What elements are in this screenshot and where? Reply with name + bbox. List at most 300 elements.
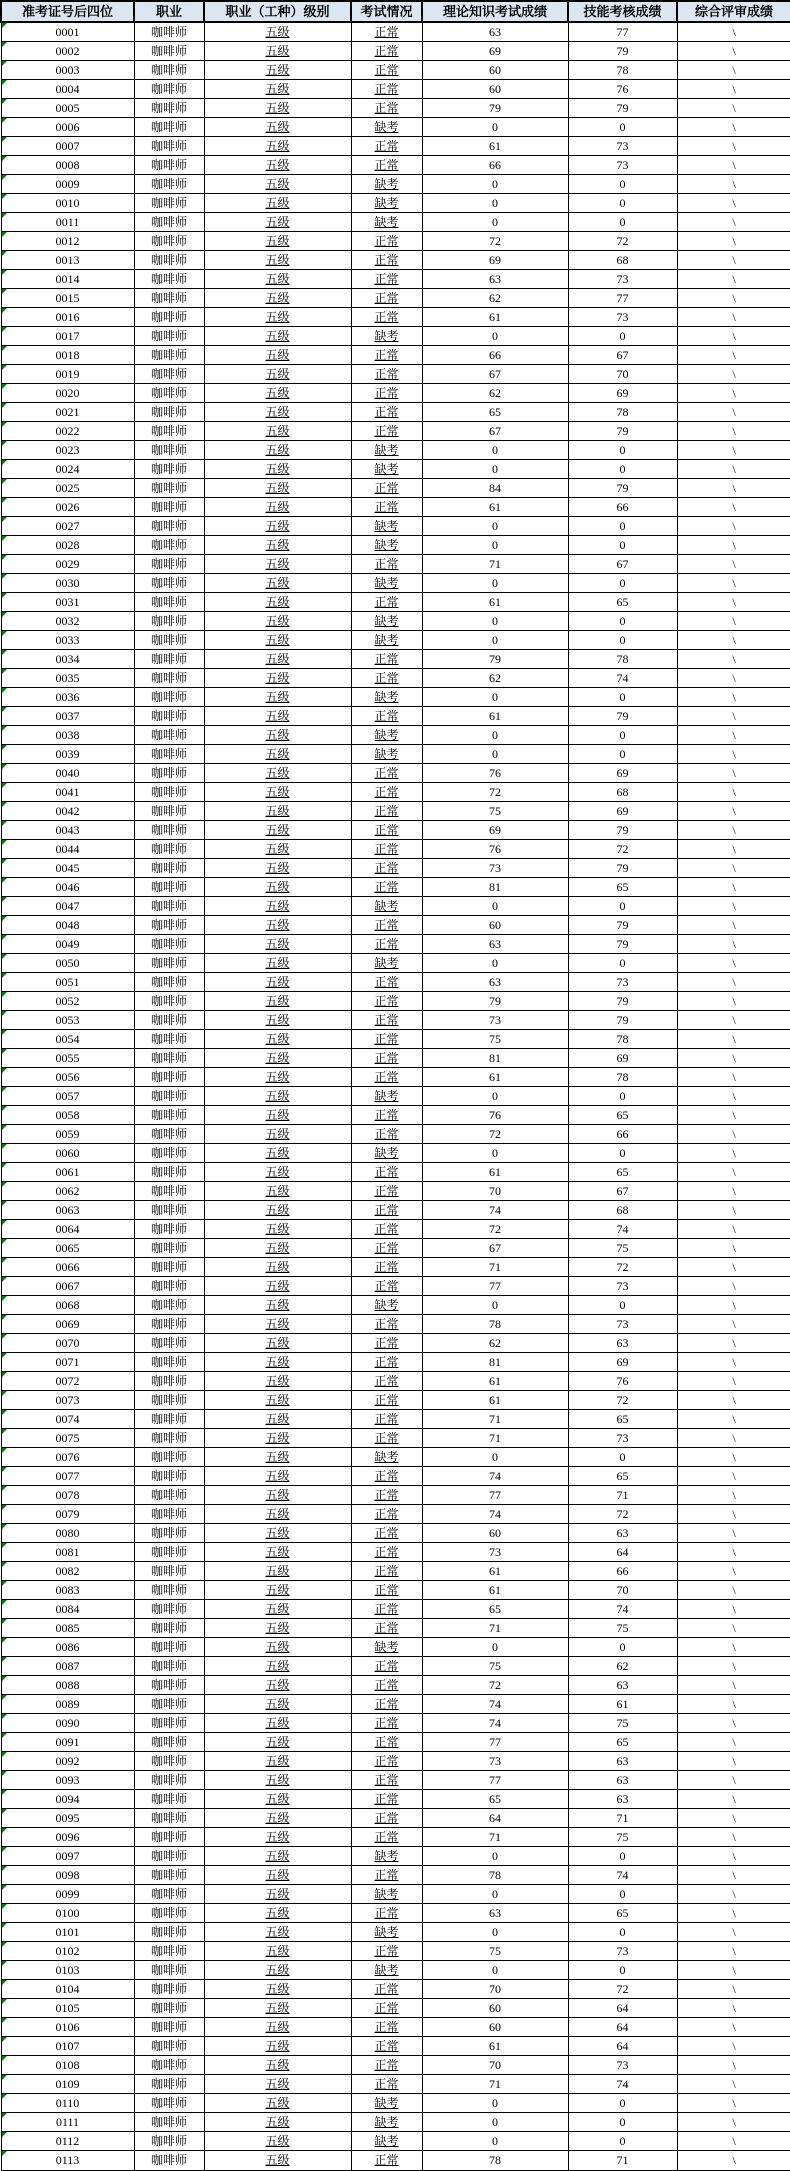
skill-score-cell[interactable]: 65: [568, 1162, 677, 1181]
occupation-cell[interactable]: 咖啡师: [134, 1124, 204, 1143]
exam-status-cell[interactable]: 缺考: [351, 953, 422, 972]
level-cell[interactable]: 五级: [204, 212, 351, 231]
admission-id-cell[interactable]: 0095: [1, 1808, 134, 1827]
theory-score-cell[interactable]: 71: [422, 1428, 568, 1447]
skill-score-cell[interactable]: 65: [568, 592, 677, 611]
review-score-cell[interactable]: \: [677, 1713, 790, 1732]
level-cell[interactable]: 五级: [204, 1580, 351, 1599]
admission-id-cell[interactable]: 0093: [1, 1770, 134, 1789]
theory-score-cell[interactable]: 75: [422, 801, 568, 820]
occupation-cell[interactable]: 咖啡师: [134, 1067, 204, 1086]
level-cell[interactable]: 五级: [204, 459, 351, 478]
skill-score-cell[interactable]: 0: [568, 440, 677, 459]
theory-score-cell[interactable]: 0: [422, 1143, 568, 1162]
skill-score-cell[interactable]: 79: [568, 934, 677, 953]
skill-score-cell[interactable]: 78: [568, 1029, 677, 1048]
theory-score-cell[interactable]: 60: [422, 2017, 568, 2036]
occupation-cell[interactable]: 咖啡师: [134, 60, 204, 79]
skill-score-cell[interactable]: 72: [568, 231, 677, 250]
theory-score-cell[interactable]: 0: [422, 953, 568, 972]
review-score-cell[interactable]: \: [677, 1029, 790, 1048]
level-cell[interactable]: 五级: [204, 1352, 351, 1371]
skill-score-cell[interactable]: 72: [568, 1979, 677, 1998]
theory-score-cell[interactable]: 71: [422, 2074, 568, 2093]
theory-score-cell[interactable]: 74: [422, 1694, 568, 1713]
admission-id-cell[interactable]: 0066: [1, 1257, 134, 1276]
level-cell[interactable]: 五级: [204, 231, 351, 250]
exam-status-cell[interactable]: 正常: [351, 2150, 422, 2171]
review-score-cell[interactable]: \: [677, 459, 790, 478]
exam-status-cell[interactable]: 缺考: [351, 1086, 422, 1105]
admission-id-cell[interactable]: 0057: [1, 1086, 134, 1105]
level-cell[interactable]: 五级: [204, 193, 351, 212]
level-cell[interactable]: 五级: [204, 307, 351, 326]
exam-status-cell[interactable]: 正常: [351, 1010, 422, 1029]
level-cell[interactable]: 五级: [204, 402, 351, 421]
admission-id-cell[interactable]: 0035: [1, 668, 134, 687]
level-cell[interactable]: 五级: [204, 2112, 351, 2131]
occupation-cell[interactable]: 咖啡师: [134, 725, 204, 744]
occupation-cell[interactable]: 咖啡师: [134, 1618, 204, 1637]
occupation-cell[interactable]: 咖啡师: [134, 1561, 204, 1580]
review-score-cell[interactable]: \: [677, 41, 790, 60]
exam-status-cell[interactable]: 正常: [351, 2036, 422, 2055]
occupation-cell[interactable]: 咖啡师: [134, 117, 204, 136]
level-cell[interactable]: 五级: [204, 174, 351, 193]
level-cell[interactable]: 五级: [204, 972, 351, 991]
theory-score-cell[interactable]: 72: [422, 1219, 568, 1238]
level-cell[interactable]: 五级: [204, 763, 351, 782]
review-score-cell[interactable]: \: [677, 1846, 790, 1865]
admission-id-cell[interactable]: 0021: [1, 402, 134, 421]
theory-score-cell[interactable]: 71: [422, 1409, 568, 1428]
exam-status-cell[interactable]: 正常: [351, 1257, 422, 1276]
occupation-cell[interactable]: 咖啡师: [134, 1504, 204, 1523]
level-cell[interactable]: 五级: [204, 1485, 351, 1504]
review-score-cell[interactable]: \: [677, 1675, 790, 1694]
occupation-cell[interactable]: 咖啡师: [134, 193, 204, 212]
skill-score-cell[interactable]: 0: [568, 1846, 677, 1865]
exam-status-cell[interactable]: 正常: [351, 820, 422, 839]
theory-score-cell[interactable]: 81: [422, 1048, 568, 1067]
exam-status-cell[interactable]: 正常: [351, 79, 422, 98]
admission-id-cell[interactable]: 0038: [1, 725, 134, 744]
review-score-cell[interactable]: \: [677, 1599, 790, 1618]
skill-score-cell[interactable]: 63: [568, 1523, 677, 1542]
level-cell[interactable]: 五级: [204, 1105, 351, 1124]
skill-score-cell[interactable]: 0: [568, 2093, 677, 2112]
admission-id-cell[interactable]: 0101: [1, 1922, 134, 1941]
review-score-cell[interactable]: \: [677, 231, 790, 250]
review-score-cell[interactable]: \: [677, 535, 790, 554]
skill-score-cell[interactable]: 72: [568, 1257, 677, 1276]
occupation-cell[interactable]: 咖啡师: [134, 307, 204, 326]
occupation-cell[interactable]: 咖啡师: [134, 478, 204, 497]
exam-status-cell[interactable]: 缺考: [351, 1143, 422, 1162]
review-score-cell[interactable]: \: [677, 516, 790, 535]
exam-status-cell[interactable]: 正常: [351, 1827, 422, 1846]
theory-score-cell[interactable]: 74: [422, 1200, 568, 1219]
admission-id-cell[interactable]: 0048: [1, 915, 134, 934]
admission-id-cell[interactable]: 0008: [1, 155, 134, 174]
admission-id-cell[interactable]: 0064: [1, 1219, 134, 1238]
review-score-cell[interactable]: \: [677, 1105, 790, 1124]
admission-id-cell[interactable]: 0010: [1, 193, 134, 212]
theory-score-cell[interactable]: 61: [422, 592, 568, 611]
theory-score-cell[interactable]: 72: [422, 1124, 568, 1143]
theory-score-cell[interactable]: 75: [422, 1029, 568, 1048]
review-score-cell[interactable]: \: [677, 668, 790, 687]
theory-score-cell[interactable]: 73: [422, 858, 568, 877]
occupation-cell[interactable]: 咖啡师: [134, 896, 204, 915]
theory-score-cell[interactable]: 67: [422, 364, 568, 383]
theory-score-cell[interactable]: 0: [422, 516, 568, 535]
exam-status-cell[interactable]: 缺考: [351, 1960, 422, 1979]
admission-id-cell[interactable]: 0061: [1, 1162, 134, 1181]
theory-score-cell[interactable]: 75: [422, 1656, 568, 1675]
theory-score-cell[interactable]: 77: [422, 1732, 568, 1751]
exam-status-cell[interactable]: 正常: [351, 250, 422, 269]
level-cell[interactable]: 五级: [204, 839, 351, 858]
occupation-cell[interactable]: 咖啡师: [134, 1010, 204, 1029]
skill-score-cell[interactable]: 73: [568, 307, 677, 326]
skill-score-cell[interactable]: 69: [568, 763, 677, 782]
review-score-cell[interactable]: \: [677, 1466, 790, 1485]
exam-status-cell[interactable]: 正常: [351, 1618, 422, 1637]
exam-status-cell[interactable]: 正常: [351, 1675, 422, 1694]
level-cell[interactable]: 五级: [204, 1124, 351, 1143]
theory-score-cell[interactable]: 0: [422, 1637, 568, 1656]
review-score-cell[interactable]: \: [677, 2017, 790, 2036]
occupation-cell[interactable]: 咖啡师: [134, 934, 204, 953]
skill-score-cell[interactable]: 77: [568, 288, 677, 307]
review-score-cell[interactable]: \: [677, 1295, 790, 1314]
exam-status-cell[interactable]: 正常: [351, 364, 422, 383]
occupation-cell[interactable]: 咖啡师: [134, 554, 204, 573]
theory-score-cell[interactable]: 76: [422, 839, 568, 858]
occupation-cell[interactable]: 咖啡师: [134, 1447, 204, 1466]
occupation-cell[interactable]: 咖啡师: [134, 972, 204, 991]
level-cell[interactable]: 五级: [204, 1713, 351, 1732]
occupation-cell[interactable]: 咖啡师: [134, 1086, 204, 1105]
skill-score-cell[interactable]: 73: [568, 1941, 677, 1960]
exam-status-cell[interactable]: 正常: [351, 801, 422, 820]
admission-id-cell[interactable]: 0088: [1, 1675, 134, 1694]
admission-id-cell[interactable]: 0074: [1, 1409, 134, 1428]
theory-score-cell[interactable]: 76: [422, 763, 568, 782]
occupation-cell[interactable]: 咖啡师: [134, 1884, 204, 1903]
review-score-cell[interactable]: \: [677, 1523, 790, 1542]
exam-status-cell[interactable]: 缺考: [351, 212, 422, 231]
review-score-cell[interactable]: \: [677, 1865, 790, 1884]
col-header-level[interactable]: 职业（工种）级别: [204, 1, 351, 22]
level-cell[interactable]: 五级: [204, 1770, 351, 1789]
level-cell[interactable]: 五级: [204, 2017, 351, 2036]
admission-id-cell[interactable]: 0113: [1, 2150, 134, 2171]
level-cell[interactable]: 五级: [204, 744, 351, 763]
level-cell[interactable]: 五级: [204, 497, 351, 516]
occupation-cell[interactable]: 咖啡师: [134, 402, 204, 421]
skill-score-cell[interactable]: 73: [568, 1276, 677, 1295]
review-score-cell[interactable]: \: [677, 1124, 790, 1143]
review-score-cell[interactable]: \: [677, 1010, 790, 1029]
admission-id-cell[interactable]: 0103: [1, 1960, 134, 1979]
occupation-cell[interactable]: 咖啡师: [134, 1162, 204, 1181]
level-cell[interactable]: 五级: [204, 98, 351, 117]
exam-status-cell[interactable]: 正常: [351, 1390, 422, 1409]
level-cell[interactable]: 五级: [204, 1447, 351, 1466]
theory-score-cell[interactable]: 0: [422, 459, 568, 478]
admission-id-cell[interactable]: 0022: [1, 421, 134, 440]
theory-score-cell[interactable]: 78: [422, 1314, 568, 1333]
exam-status-cell[interactable]: 正常: [351, 1770, 422, 1789]
skill-score-cell[interactable]: 75: [568, 1713, 677, 1732]
exam-status-cell[interactable]: 正常: [351, 1029, 422, 1048]
review-score-cell[interactable]: \: [677, 1884, 790, 1903]
review-score-cell[interactable]: \: [677, 364, 790, 383]
occupation-cell[interactable]: 咖啡师: [134, 1200, 204, 1219]
occupation-cell[interactable]: 咖啡师: [134, 1865, 204, 1884]
exam-status-cell[interactable]: 正常: [351, 1523, 422, 1542]
review-score-cell[interactable]: \: [677, 763, 790, 782]
skill-score-cell[interactable]: 73: [568, 269, 677, 288]
exam-status-cell[interactable]: 缺考: [351, 2131, 422, 2150]
review-score-cell[interactable]: \: [677, 1789, 790, 1808]
level-cell[interactable]: 五级: [204, 250, 351, 269]
occupation-cell[interactable]: 咖啡师: [134, 763, 204, 782]
admission-id-cell[interactable]: 0001: [1, 22, 134, 41]
occupation-cell[interactable]: 咖啡师: [134, 2055, 204, 2074]
occupation-cell[interactable]: 咖啡师: [134, 1333, 204, 1352]
review-score-cell[interactable]: \: [677, 554, 790, 573]
occupation-cell[interactable]: 咖啡师: [134, 1656, 204, 1675]
review-score-cell[interactable]: \: [677, 1637, 790, 1656]
skill-score-cell[interactable]: 64: [568, 1542, 677, 1561]
theory-score-cell[interactable]: 74: [422, 1504, 568, 1523]
review-score-cell[interactable]: \: [677, 858, 790, 877]
theory-score-cell[interactable]: 0: [422, 630, 568, 649]
skill-score-cell[interactable]: 69: [568, 801, 677, 820]
admission-id-cell[interactable]: 0086: [1, 1637, 134, 1656]
review-score-cell[interactable]: \: [677, 706, 790, 725]
exam-status-cell[interactable]: 正常: [351, 839, 422, 858]
level-cell[interactable]: 五级: [204, 1599, 351, 1618]
review-score-cell[interactable]: \: [677, 1162, 790, 1181]
exam-status-cell[interactable]: 正常: [351, 2017, 422, 2036]
review-score-cell[interactable]: \: [677, 478, 790, 497]
exam-status-cell[interactable]: 正常: [351, 1561, 422, 1580]
review-score-cell[interactable]: \: [677, 877, 790, 896]
exam-status-cell[interactable]: 正常: [351, 1314, 422, 1333]
admission-id-cell[interactable]: 0016: [1, 307, 134, 326]
exam-status-cell[interactable]: 正常: [351, 1599, 422, 1618]
skill-score-cell[interactable]: 0: [568, 1884, 677, 1903]
level-cell[interactable]: 五级: [204, 896, 351, 915]
review-score-cell[interactable]: \: [677, 687, 790, 706]
exam-status-cell[interactable]: 正常: [351, 98, 422, 117]
skill-score-cell[interactable]: 67: [568, 345, 677, 364]
review-score-cell[interactable]: \: [677, 326, 790, 345]
level-cell[interactable]: 五级: [204, 2074, 351, 2093]
occupation-cell[interactable]: 咖啡师: [134, 915, 204, 934]
skill-score-cell[interactable]: 70: [568, 1580, 677, 1599]
theory-score-cell[interactable]: 61: [422, 1371, 568, 1390]
exam-status-cell[interactable]: 缺考: [351, 1884, 422, 1903]
skill-score-cell[interactable]: 66: [568, 1124, 677, 1143]
exam-status-cell[interactable]: 正常: [351, 1219, 422, 1238]
level-cell[interactable]: 五级: [204, 1295, 351, 1314]
review-score-cell[interactable]: \: [677, 953, 790, 972]
level-cell[interactable]: 五级: [204, 668, 351, 687]
exam-status-cell[interactable]: 正常: [351, 2055, 422, 2074]
exam-status-cell[interactable]: 正常: [351, 345, 422, 364]
skill-score-cell[interactable]: 0: [568, 896, 677, 915]
level-cell[interactable]: 五级: [204, 1523, 351, 1542]
review-score-cell[interactable]: \: [677, 345, 790, 364]
exam-status-cell[interactable]: 正常: [351, 1485, 422, 1504]
admission-id-cell[interactable]: 0024: [1, 459, 134, 478]
exam-status-cell[interactable]: 缺考: [351, 573, 422, 592]
occupation-cell[interactable]: 咖啡师: [134, 497, 204, 516]
review-score-cell[interactable]: \: [677, 1143, 790, 1162]
exam-status-cell[interactable]: 正常: [351, 1979, 422, 1998]
exam-status-cell[interactable]: 缺考: [351, 896, 422, 915]
theory-score-cell[interactable]: 70: [422, 1979, 568, 1998]
occupation-cell[interactable]: 咖啡师: [134, 1390, 204, 1409]
theory-score-cell[interactable]: 65: [422, 1599, 568, 1618]
exam-status-cell[interactable]: 正常: [351, 1276, 422, 1295]
review-score-cell[interactable]: \: [677, 117, 790, 136]
exam-status-cell[interactable]: 正常: [351, 991, 422, 1010]
occupation-cell[interactable]: 咖啡师: [134, 2131, 204, 2150]
skill-score-cell[interactable]: 74: [568, 1599, 677, 1618]
review-score-cell[interactable]: \: [677, 1276, 790, 1295]
admission-id-cell[interactable]: 0031: [1, 592, 134, 611]
admission-id-cell[interactable]: 0106: [1, 2017, 134, 2036]
admission-id-cell[interactable]: 0026: [1, 497, 134, 516]
review-score-cell[interactable]: \: [677, 1808, 790, 1827]
level-cell[interactable]: 五级: [204, 41, 351, 60]
exam-status-cell[interactable]: 正常: [351, 1789, 422, 1808]
level-cell[interactable]: 五级: [204, 611, 351, 630]
admission-id-cell[interactable]: 0042: [1, 801, 134, 820]
occupation-cell[interactable]: 咖啡师: [134, 1808, 204, 1827]
exam-status-cell[interactable]: 正常: [351, 1409, 422, 1428]
exam-status-cell[interactable]: 正常: [351, 155, 422, 174]
skill-score-cell[interactable]: 0: [568, 687, 677, 706]
review-score-cell[interactable]: \: [677, 1979, 790, 1998]
skill-score-cell[interactable]: 68: [568, 782, 677, 801]
skill-score-cell[interactable]: 74: [568, 668, 677, 687]
occupation-cell[interactable]: 咖啡师: [134, 1827, 204, 1846]
theory-score-cell[interactable]: 81: [422, 1352, 568, 1371]
theory-score-cell[interactable]: 66: [422, 345, 568, 364]
occupation-cell[interactable]: 咖啡师: [134, 592, 204, 611]
occupation-cell[interactable]: 咖啡师: [134, 1998, 204, 2017]
theory-score-cell[interactable]: 78: [422, 1865, 568, 1884]
occupation-cell[interactable]: 咖啡师: [134, 991, 204, 1010]
theory-score-cell[interactable]: 60: [422, 60, 568, 79]
skill-score-cell[interactable]: 0: [568, 1637, 677, 1656]
skill-score-cell[interactable]: 73: [568, 136, 677, 155]
occupation-cell[interactable]: 咖啡师: [134, 744, 204, 763]
admission-id-cell[interactable]: 0043: [1, 820, 134, 839]
theory-score-cell[interactable]: 72: [422, 782, 568, 801]
review-score-cell[interactable]: \: [677, 2131, 790, 2150]
level-cell[interactable]: 五级: [204, 383, 351, 402]
skill-score-cell[interactable]: 65: [568, 877, 677, 896]
review-score-cell[interactable]: \: [677, 915, 790, 934]
review-score-cell[interactable]: \: [677, 991, 790, 1010]
level-cell[interactable]: 五级: [204, 1238, 351, 1257]
theory-score-cell[interactable]: 67: [422, 1238, 568, 1257]
level-cell[interactable]: 五级: [204, 136, 351, 155]
theory-score-cell[interactable]: 65: [422, 1789, 568, 1808]
occupation-cell[interactable]: 咖啡师: [134, 1276, 204, 1295]
skill-score-cell[interactable]: 0: [568, 1447, 677, 1466]
occupation-cell[interactable]: 咖啡师: [134, 41, 204, 60]
level-cell[interactable]: 五级: [204, 1865, 351, 1884]
review-score-cell[interactable]: \: [677, 782, 790, 801]
skill-score-cell[interactable]: 65: [568, 1903, 677, 1922]
level-cell[interactable]: 五级: [204, 1656, 351, 1675]
admission-id-cell[interactable]: 0112: [1, 2131, 134, 2150]
theory-score-cell[interactable]: 62: [422, 383, 568, 402]
skill-score-cell[interactable]: 73: [568, 155, 677, 174]
review-score-cell[interactable]: \: [677, 1732, 790, 1751]
admission-id-cell[interactable]: 0040: [1, 763, 134, 782]
admission-id-cell[interactable]: 0102: [1, 1941, 134, 1960]
col-header-theory-score[interactable]: 理论知识考试成绩: [422, 1, 568, 22]
occupation-cell[interactable]: 咖啡师: [134, 1105, 204, 1124]
skill-score-cell[interactable]: 64: [568, 1998, 677, 2017]
review-score-cell[interactable]: \: [677, 820, 790, 839]
admission-id-cell[interactable]: 0068: [1, 1295, 134, 1314]
skill-score-cell[interactable]: 0: [568, 2112, 677, 2131]
admission-id-cell[interactable]: 0097: [1, 1846, 134, 1865]
occupation-cell[interactable]: 咖啡师: [134, 1846, 204, 1865]
occupation-cell[interactable]: 咖啡师: [134, 1789, 204, 1808]
admission-id-cell[interactable]: 0045: [1, 858, 134, 877]
admission-id-cell[interactable]: 0006: [1, 117, 134, 136]
skill-score-cell[interactable]: 0: [568, 1143, 677, 1162]
theory-score-cell[interactable]: 0: [422, 535, 568, 554]
skill-score-cell[interactable]: 61: [568, 1694, 677, 1713]
level-cell[interactable]: 五级: [204, 288, 351, 307]
level-cell[interactable]: 五级: [204, 1675, 351, 1694]
review-score-cell[interactable]: \: [677, 1067, 790, 1086]
exam-status-cell[interactable]: 正常: [351, 934, 422, 953]
theory-score-cell[interactable]: 76: [422, 1105, 568, 1124]
level-cell[interactable]: 五级: [204, 1618, 351, 1637]
theory-score-cell[interactable]: 61: [422, 1162, 568, 1181]
exam-status-cell[interactable]: 正常: [351, 402, 422, 421]
exam-status-cell[interactable]: 正常: [351, 1238, 422, 1257]
admission-id-cell[interactable]: 0090: [1, 1713, 134, 1732]
skill-score-cell[interactable]: 79: [568, 915, 677, 934]
exam-status-cell[interactable]: 正常: [351, 269, 422, 288]
admission-id-cell[interactable]: 0012: [1, 231, 134, 250]
exam-status-cell[interactable]: 正常: [351, 972, 422, 991]
occupation-cell[interactable]: 咖啡师: [134, 1029, 204, 1048]
review-score-cell[interactable]: \: [677, 2055, 790, 2074]
occupation-cell[interactable]: 咖啡师: [134, 1371, 204, 1390]
level-cell[interactable]: 五级: [204, 155, 351, 174]
exam-status-cell[interactable]: 正常: [351, 1808, 422, 1827]
skill-score-cell[interactable]: 79: [568, 478, 677, 497]
skill-score-cell[interactable]: 0: [568, 573, 677, 592]
occupation-cell[interactable]: 咖啡师: [134, 953, 204, 972]
